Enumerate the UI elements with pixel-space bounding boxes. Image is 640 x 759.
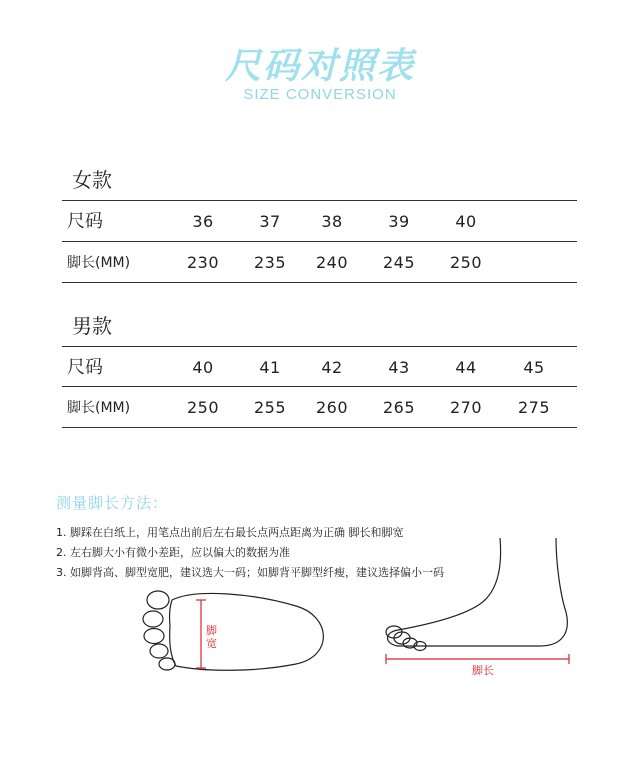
women-size-row xyxy=(62,202,577,242)
foot-width-label: 脚宽 xyxy=(206,624,217,650)
men-size-cell: 40 xyxy=(192,358,214,377)
women-size-label: 尺码 xyxy=(67,211,103,232)
women-length-label: 脚长(MM) xyxy=(67,255,131,271)
women-size-cell: 38 xyxy=(321,212,343,231)
method-title: 测量脚长方法： xyxy=(56,494,169,512)
men-length-cell: 260 xyxy=(315,398,349,417)
women-size-cell: 39 xyxy=(388,212,410,231)
women-length-cell: 250 xyxy=(449,253,483,272)
women-divider-mid xyxy=(62,241,577,242)
women-length-cell: 240 xyxy=(315,253,349,272)
men-length-cell: 275 xyxy=(517,398,551,417)
foot-sole-illustration xyxy=(136,586,336,676)
men-size-cell: 44 xyxy=(455,358,477,377)
men-divider-bottom xyxy=(62,427,577,428)
men-length-row xyxy=(62,388,577,428)
width-marker xyxy=(196,600,206,668)
men-size-cell: 42 xyxy=(321,358,343,377)
women-length-cell: 245 xyxy=(382,253,416,272)
women-length-row xyxy=(62,243,577,283)
women-divider-bottom xyxy=(62,282,577,283)
men-length-cell: 255 xyxy=(253,398,287,417)
men-size-row xyxy=(62,348,577,388)
method-step: 1. 脚踩在白纸上，用笔点出前后左右最长点两点距离为正确 脚长和脚宽 xyxy=(56,526,404,539)
page-title: 尺码对照表 xyxy=(224,46,415,87)
women-divider-top xyxy=(62,200,577,201)
men-length-cell: 250 xyxy=(186,398,220,417)
women-length-cell: 230 xyxy=(186,253,220,272)
men-divider-mid xyxy=(62,386,577,387)
page-subtitle: SIZE CONVERSION xyxy=(243,86,397,103)
men-size-cell: 45 xyxy=(523,358,545,377)
men-length-cell: 270 xyxy=(449,398,483,417)
men-size-label: 尺码 xyxy=(67,357,103,378)
method-step: 2. 左右脚大小有微小差距，应以偏大的数据为准 xyxy=(56,546,290,559)
men-size-cell: 41 xyxy=(259,358,281,377)
men-divider-top xyxy=(62,346,577,347)
women-size-cell: 37 xyxy=(259,212,281,231)
men-length-cell: 265 xyxy=(382,398,416,417)
women-section-label: 女款 xyxy=(72,168,112,192)
foot-side-illustration xyxy=(380,532,580,680)
men-length-label: 脚长(MM) xyxy=(67,400,131,416)
method-step: 3. 如脚背高、脚型宽肥，建议选大一码；如脚背平脚型纤瘦，建议选择偏小一码 xyxy=(56,566,444,579)
length-marker xyxy=(386,654,569,664)
women-size-cell: 36 xyxy=(192,212,214,231)
foot-length-label: 脚长 xyxy=(472,664,494,677)
women-size-cell: 40 xyxy=(455,212,477,231)
women-length-cell: 235 xyxy=(253,253,287,272)
men-size-cell: 43 xyxy=(388,358,410,377)
men-section-label: 男款 xyxy=(72,314,112,338)
